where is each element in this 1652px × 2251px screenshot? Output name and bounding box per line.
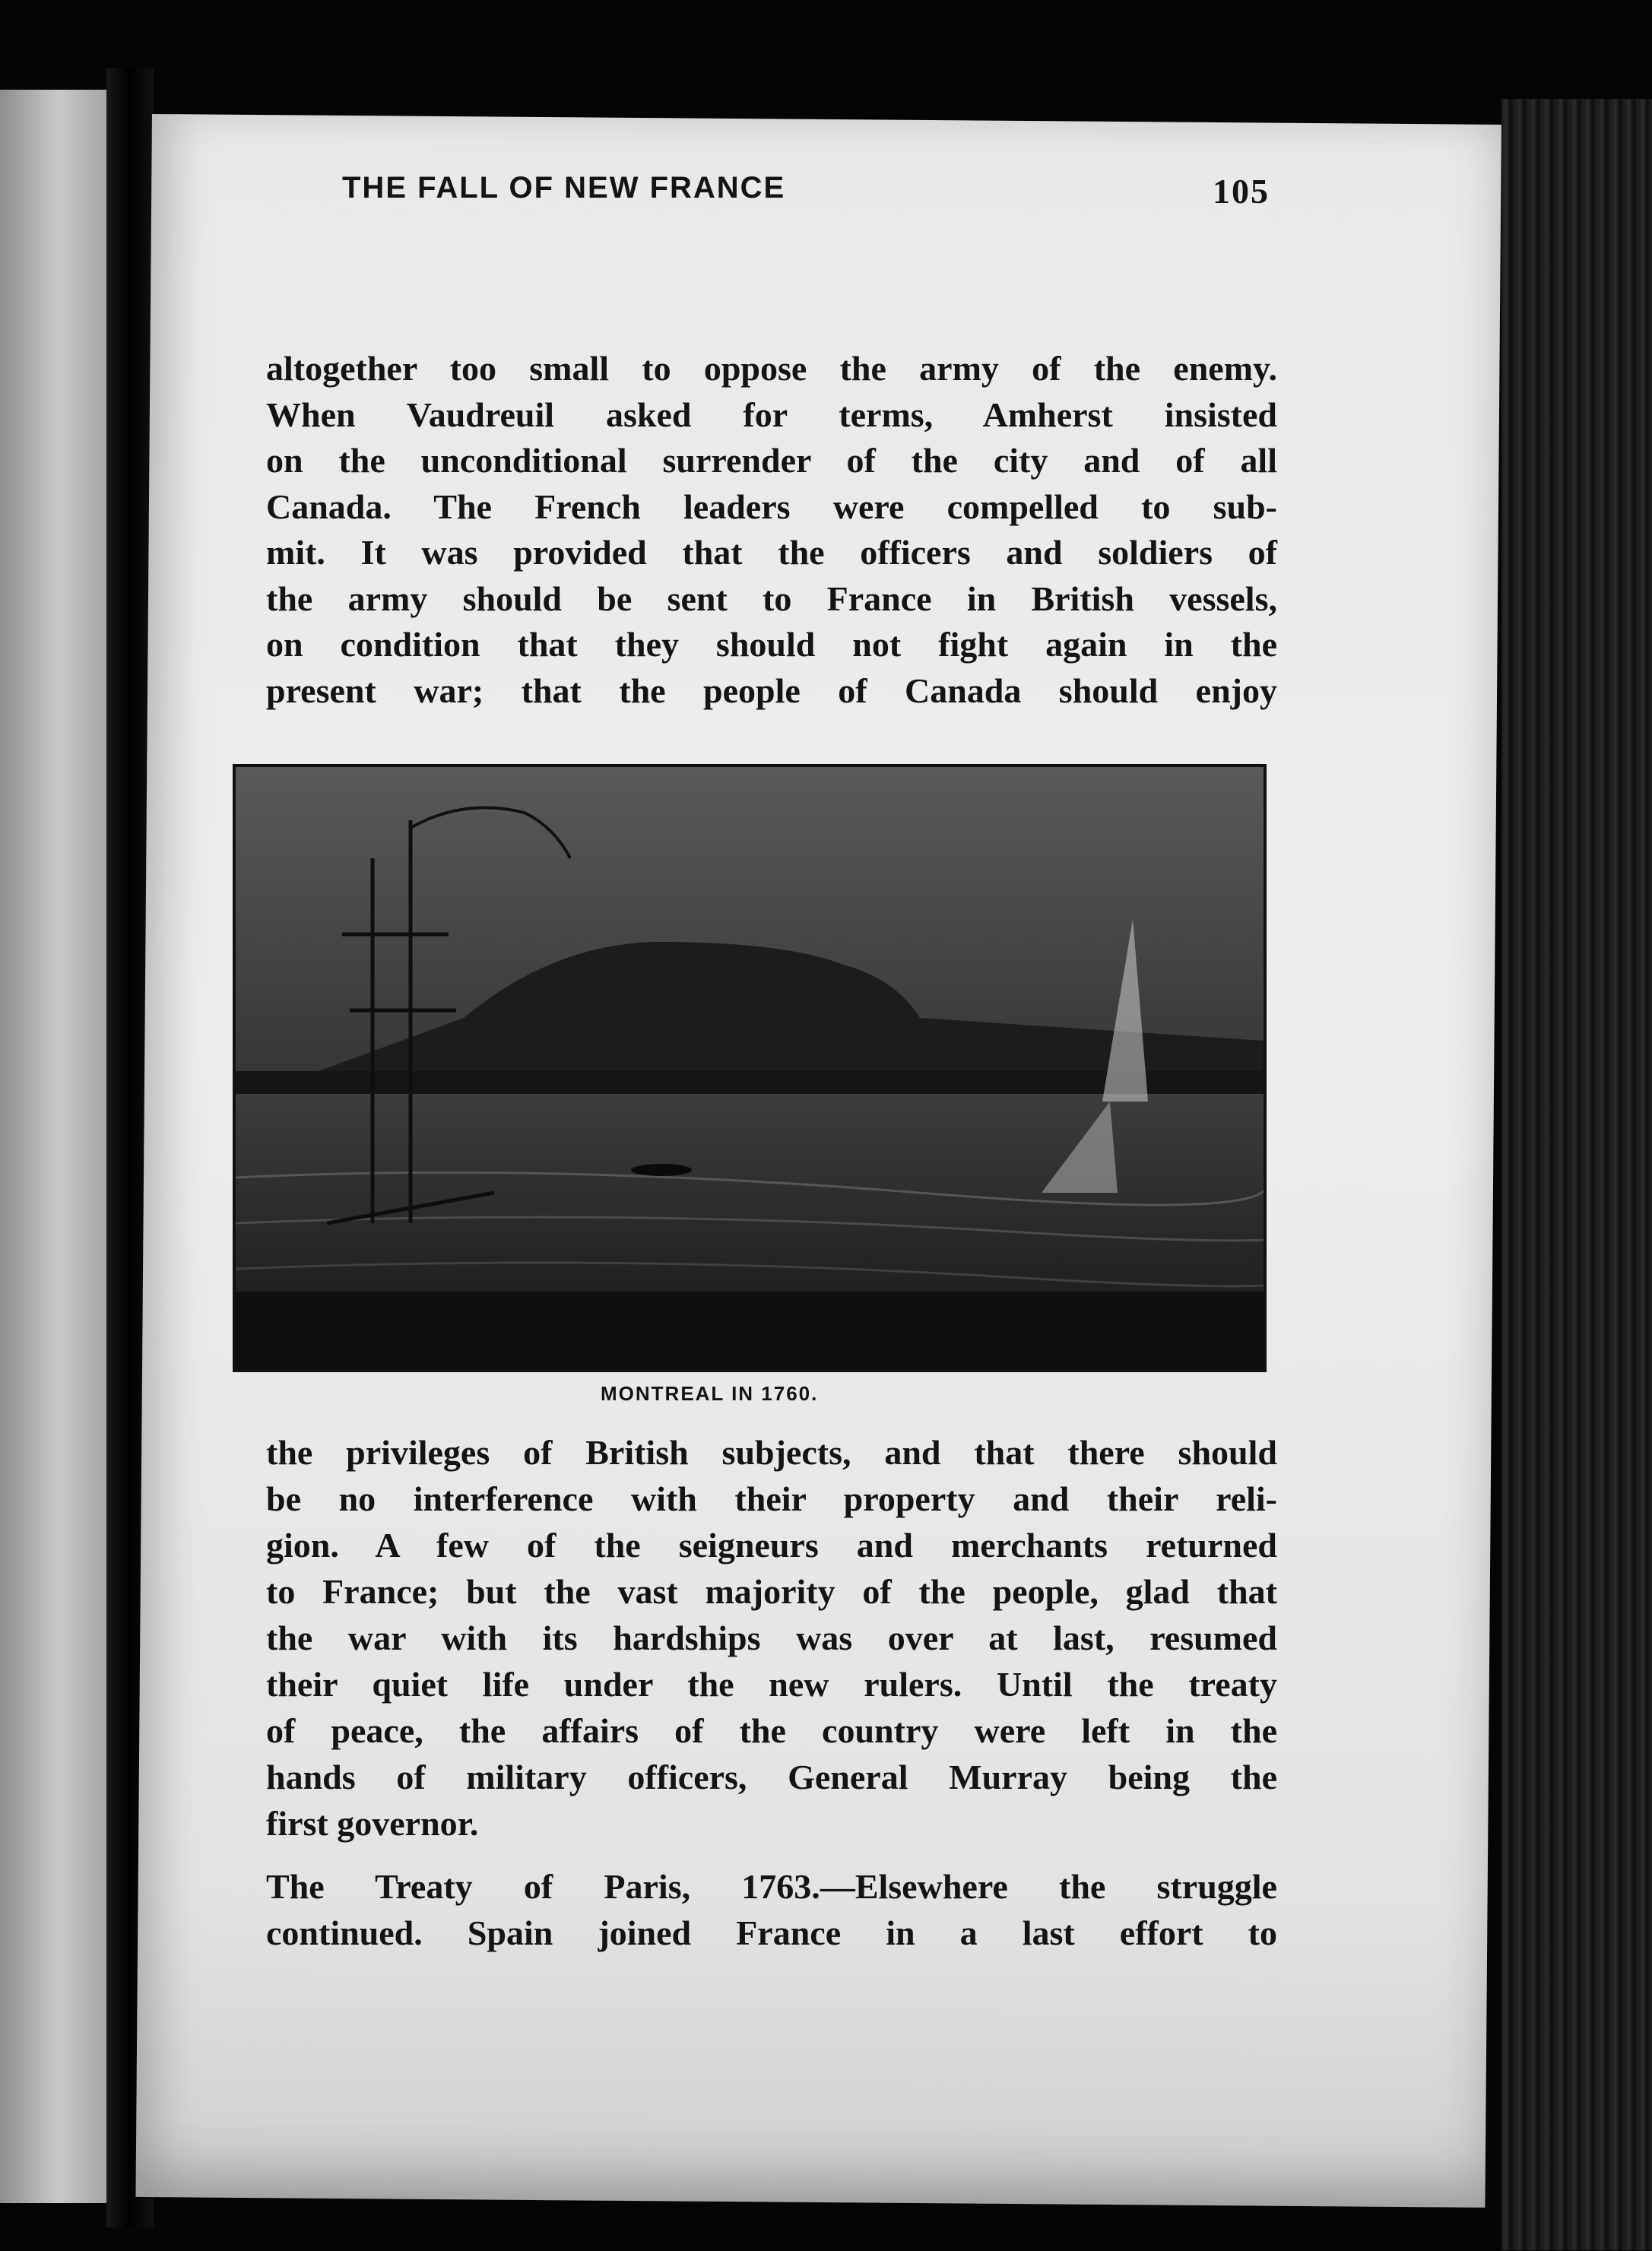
text-line: Canada. The French leaders were compelled to sub-: [266, 487, 1277, 526]
text-line: continued. Spain joined France in a last effort to: [266, 1913, 1277, 1952]
figure-caption: MONTREAL IN 1760.: [601, 1382, 819, 1405]
text-line: the privileges of British subjects, and that there should: [266, 1433, 1277, 1472]
facing-page-edge: [0, 90, 106, 2203]
text-line: their quiet life under the new rulers. Until the treaty: [266, 1665, 1277, 1704]
paragraph-continued-after-figure: [266, 1429, 1277, 1956]
text-line: mit. It was provided that the officers and soldiers of: [266, 533, 1277, 572]
engraving-illustration: [233, 764, 1267, 1372]
page-number: 105: [1213, 172, 1270, 211]
text-line: present war; that the people of Canada should enjoy: [266, 671, 1277, 710]
section-paragraph-first-line: [266, 1863, 1277, 1910]
montreal-harbour-engraving: [236, 767, 1264, 1369]
text-line: to France; but the vast majority of the people, glad that: [266, 1572, 1277, 1611]
text-line: on the unconditional surrender of the city and of all: [266, 441, 1277, 480]
text-line: be no interference with their property and their reli-: [266, 1479, 1277, 1518]
text-run: —Elsewhere the struggle: [820, 1867, 1277, 1906]
text-line: the army should be sent to France in British vessels,: [266, 579, 1277, 618]
text-line: hands of military officers, General Murray being the: [266, 1758, 1277, 1796]
text-line: altogether too small to oppose the army of the enemy.: [266, 349, 1277, 388]
text-line: When Vaudreuil asked for terms, Amherst insisted: [266, 395, 1277, 434]
paragraph-continued: [266, 346, 1277, 714]
text-line: the war with its hardships was over at last, resumed: [266, 1619, 1277, 1657]
text-line: of peace, the affairs of the country were left in the: [266, 1711, 1277, 1750]
running-title: THE FALL OF NEW FRANCE: [342, 171, 786, 204]
running-header: [342, 171, 1270, 224]
text-line: on condition that they should not fight again in the: [266, 625, 1277, 664]
section-heading: The Treaty of Paris, 1763.: [266, 1867, 820, 1906]
text-line: gion. A few of the seigneurs and merchants returned: [266, 1526, 1277, 1565]
page-stack-edge: [1501, 99, 1652, 2250]
text-line: first governor.: [266, 1804, 479, 1843]
